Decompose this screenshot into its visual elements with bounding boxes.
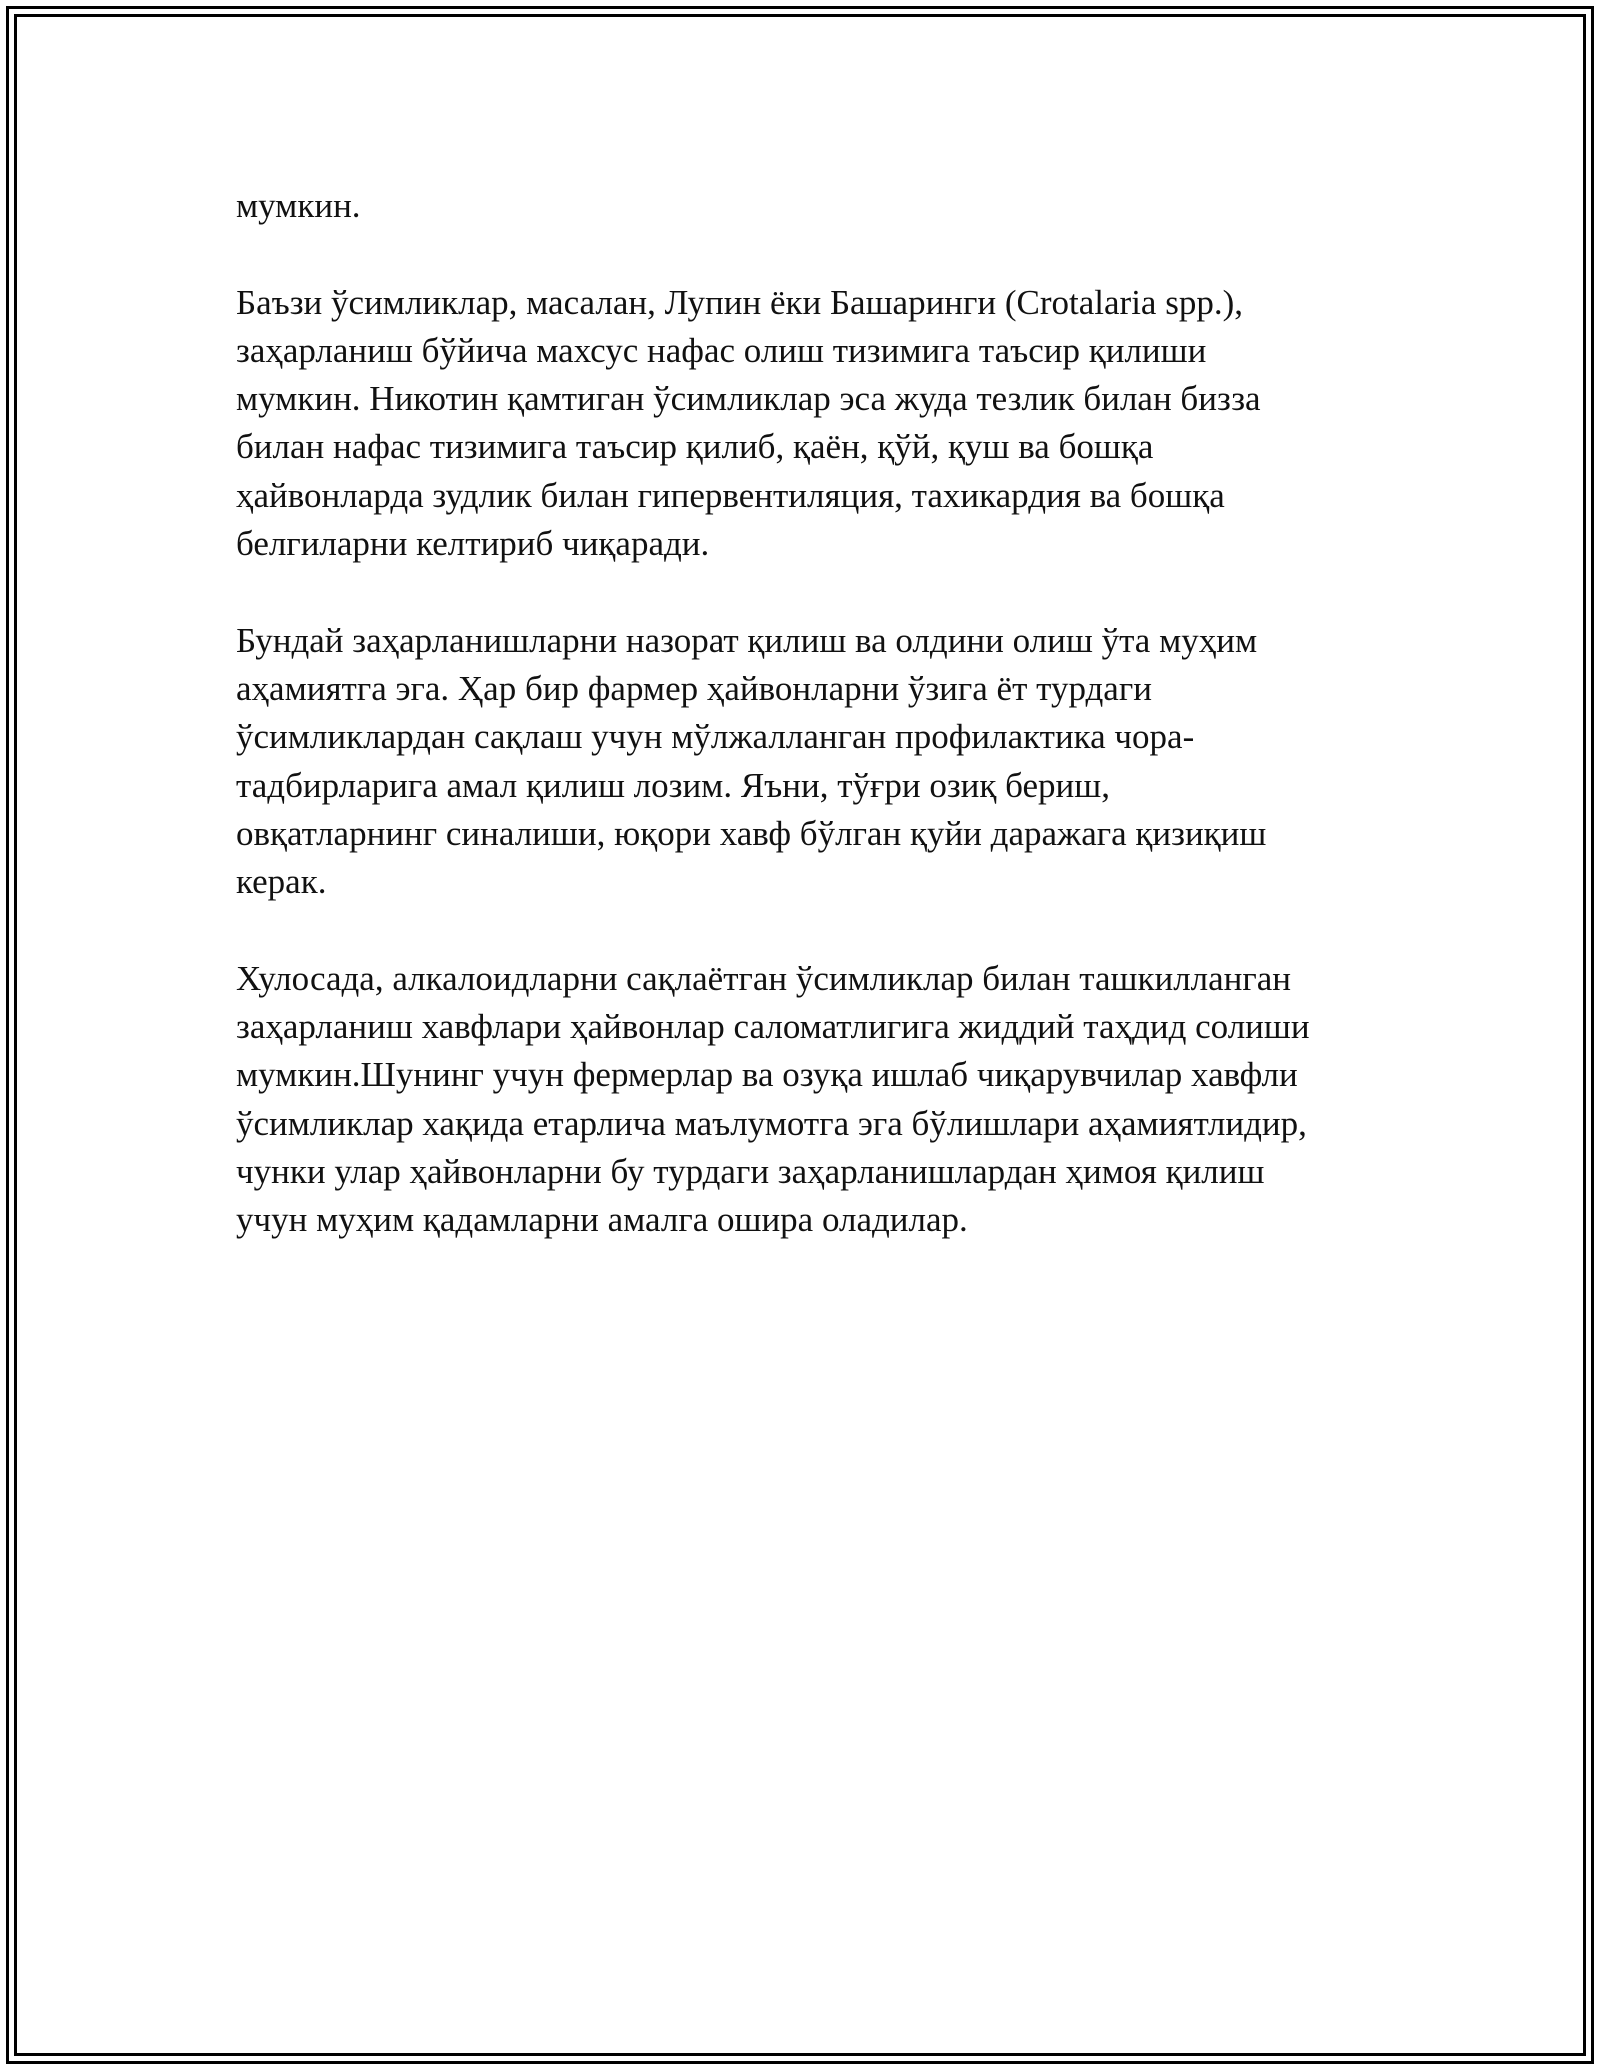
- text-line: Бундай заҳарланишларни назорат қилиш ва олдини олиш ўта муҳим: [236, 620, 1258, 660]
- text-line: тадбирларига амал қилиш лозим. Яъни, тўғри озиқ бериш,: [236, 765, 1110, 805]
- paragraph-1: [236, 182, 1416, 230]
- text-line: мумкин.: [236, 186, 361, 225]
- text-line: ўсимликлардан сақлаш учун мўлжалланган профилактика чора-: [236, 717, 1195, 757]
- document-body: [236, 182, 1416, 1293]
- text-line: учун муҳим қадамларни амалга ошира оладилар.: [236, 1200, 968, 1240]
- text-line: билан нафас тизимига таъсир қилиб, қаён, қўй, қуш ва бошқа: [236, 427, 1154, 467]
- paragraph-2: [236, 279, 1416, 569]
- text-line: аҳамиятга эга. Ҳар бир фармер ҳайвонларни ўзига ёт турдаги: [236, 668, 1152, 708]
- text-line: мумкин.Шунинг учун фермерлар ва озуқа ишлаб чиқарувчилар хавфли: [236, 1055, 1298, 1095]
- text-line: овқатларнинг синалиши, юқори хавф бўлган қуйи даражага қизиқиш: [236, 813, 1267, 853]
- text-line: ўсимликлар хақида етарлича маълумотга эга бўлишлари аҳамиятлидир,: [236, 1103, 1307, 1143]
- text-line: керак.: [236, 862, 327, 902]
- paragraph-4: [236, 955, 1416, 1245]
- paragraph-3: [236, 617, 1416, 907]
- text-line: заҳарланиш бўйича махсус нафас олиш тизимига таъсир қилиши: [236, 330, 1207, 370]
- text-line: заҳарланиш хавфлари ҳайвонлар саломатлигига жиддий таҳдид солиши: [236, 1007, 1310, 1047]
- text-line: чунки улар ҳайвонларни бу турдаги заҳарланишлардан ҳимоя қилиш: [236, 1151, 1265, 1191]
- text-line: Хулосада, алкалоидларни сақлаётган ўсимликлар билан ташкилланган: [236, 958, 1292, 998]
- text-line: Баъзи ўсимликлар, масалан, Лупин ёки Башаринги (Crotalaria spp.),: [236, 282, 1243, 322]
- text-line: белгиларни келтириб чиқаради.: [236, 524, 710, 564]
- text-line: ҳайвонларда зудлик билан гипервентиляция, тахикардия ва бошқа: [236, 475, 1225, 515]
- text-line: мумкин. Никотин қамтиган ўсимликлар эса жуда тезлик билан бизза: [236, 379, 1261, 419]
